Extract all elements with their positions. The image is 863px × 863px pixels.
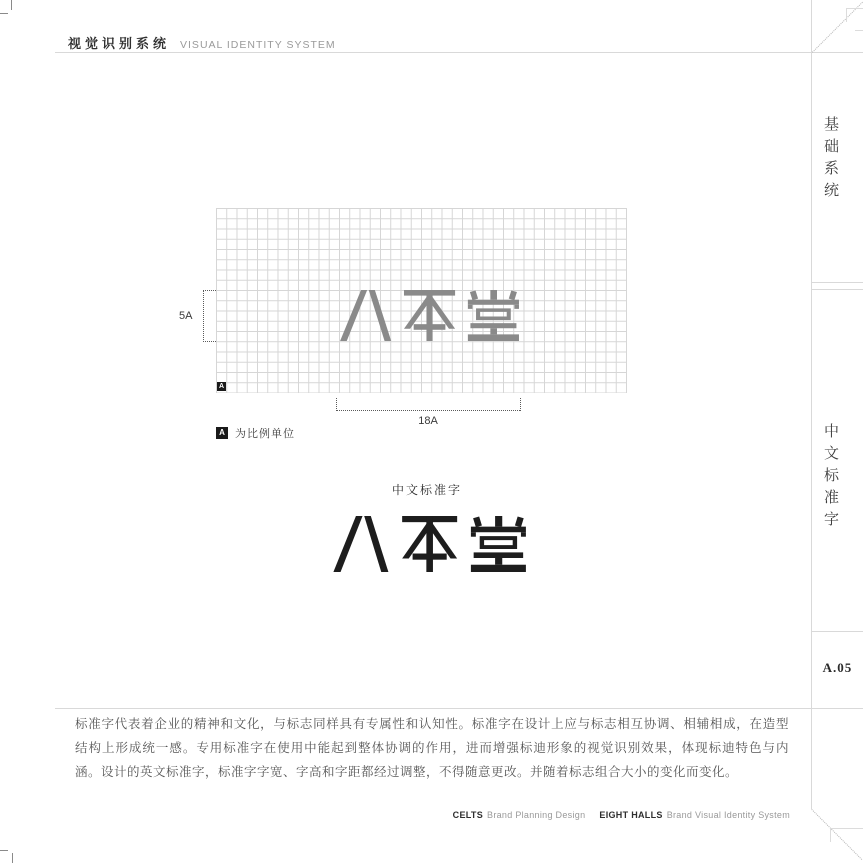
footer-brand-1-desc: Brand Planning Design xyxy=(487,810,586,820)
crop-mark-top-left-v xyxy=(11,0,12,10)
corner-diagonal-top-right xyxy=(812,2,863,53)
corner-diagonal-bottom-right xyxy=(811,809,862,860)
dim-height-tick-bottom xyxy=(203,341,216,342)
corner-mark-bottom-right-v xyxy=(830,828,831,842)
crop-mark-top-left-h xyxy=(0,13,8,14)
unit-legend xyxy=(216,425,295,441)
content-divider xyxy=(55,708,863,709)
sidebar-divider-2 xyxy=(812,289,863,290)
corner-mark-top-right-h xyxy=(846,8,863,9)
grid-unit-marker: A xyxy=(218,383,225,390)
sidebar-divider-3 xyxy=(812,631,863,632)
sidebar-rule xyxy=(811,0,812,809)
dim-height-bracket-line xyxy=(203,290,204,342)
crop-mark-bottom-left-v xyxy=(12,853,13,863)
dim-height-label: 5A xyxy=(179,310,193,322)
footer-brand-1-name: CELTS xyxy=(452,810,484,820)
logo-construction-grid xyxy=(216,208,627,393)
corner-mark-bottom-right-h xyxy=(830,828,863,829)
footer-brand-1 xyxy=(453,810,586,820)
footer-brand-2 xyxy=(599,810,790,820)
sidebar-section-label: 基础系统 xyxy=(822,116,839,204)
logo-babentang-grid xyxy=(336,290,520,341)
dim-width-bracket-line xyxy=(336,410,520,411)
sidebar-divider-1 xyxy=(812,282,863,283)
crop-mark-bottom-left-h xyxy=(0,850,8,851)
header-rule xyxy=(55,52,863,53)
dim-width-tick-right xyxy=(520,398,521,411)
unit-legend-marker: A xyxy=(216,427,228,439)
footer-credit xyxy=(453,810,790,820)
page-number: A.05 xyxy=(822,660,853,675)
footer-brand-2-name: EIGHT HALLS xyxy=(599,810,663,820)
header xyxy=(68,33,336,52)
dim-width-label: 18A xyxy=(418,415,438,427)
page-title-cn: 视觉识别系统 xyxy=(68,36,171,51)
corner-mark-top-right-inner xyxy=(855,30,863,31)
page-title-en: VISUAL IDENTITY SYSTEM xyxy=(180,39,336,51)
dim-height-tick-top xyxy=(203,290,216,291)
unit-legend-text: 为比例单位 xyxy=(235,428,295,440)
description-paragraph: 标准字代表着企业的精神和文化，与标志同样具有专属性和认知性。标准字在设计上应与标志相互协调、相辅相成，在造型结构上形成统一感。专用标准字在使用中能起到整体协调的作用，进而增强标迪形象的视觉识别效果，体现标迪特色与内涵。设计的英文标准字，标准字字宽、字高和字距都经过调整，不得随意更改。并随着标志组合大小的变化而变化。 xyxy=(75,717,789,779)
logo-babentang-large xyxy=(329,516,527,572)
corner-mark-top-right-v xyxy=(846,8,847,22)
sidebar-page-label: 中文标准字 xyxy=(822,423,839,533)
specimen-caption: 中文标准字 xyxy=(391,483,462,497)
footer-brand-2-desc: Brand Visual Identity System xyxy=(666,810,790,820)
